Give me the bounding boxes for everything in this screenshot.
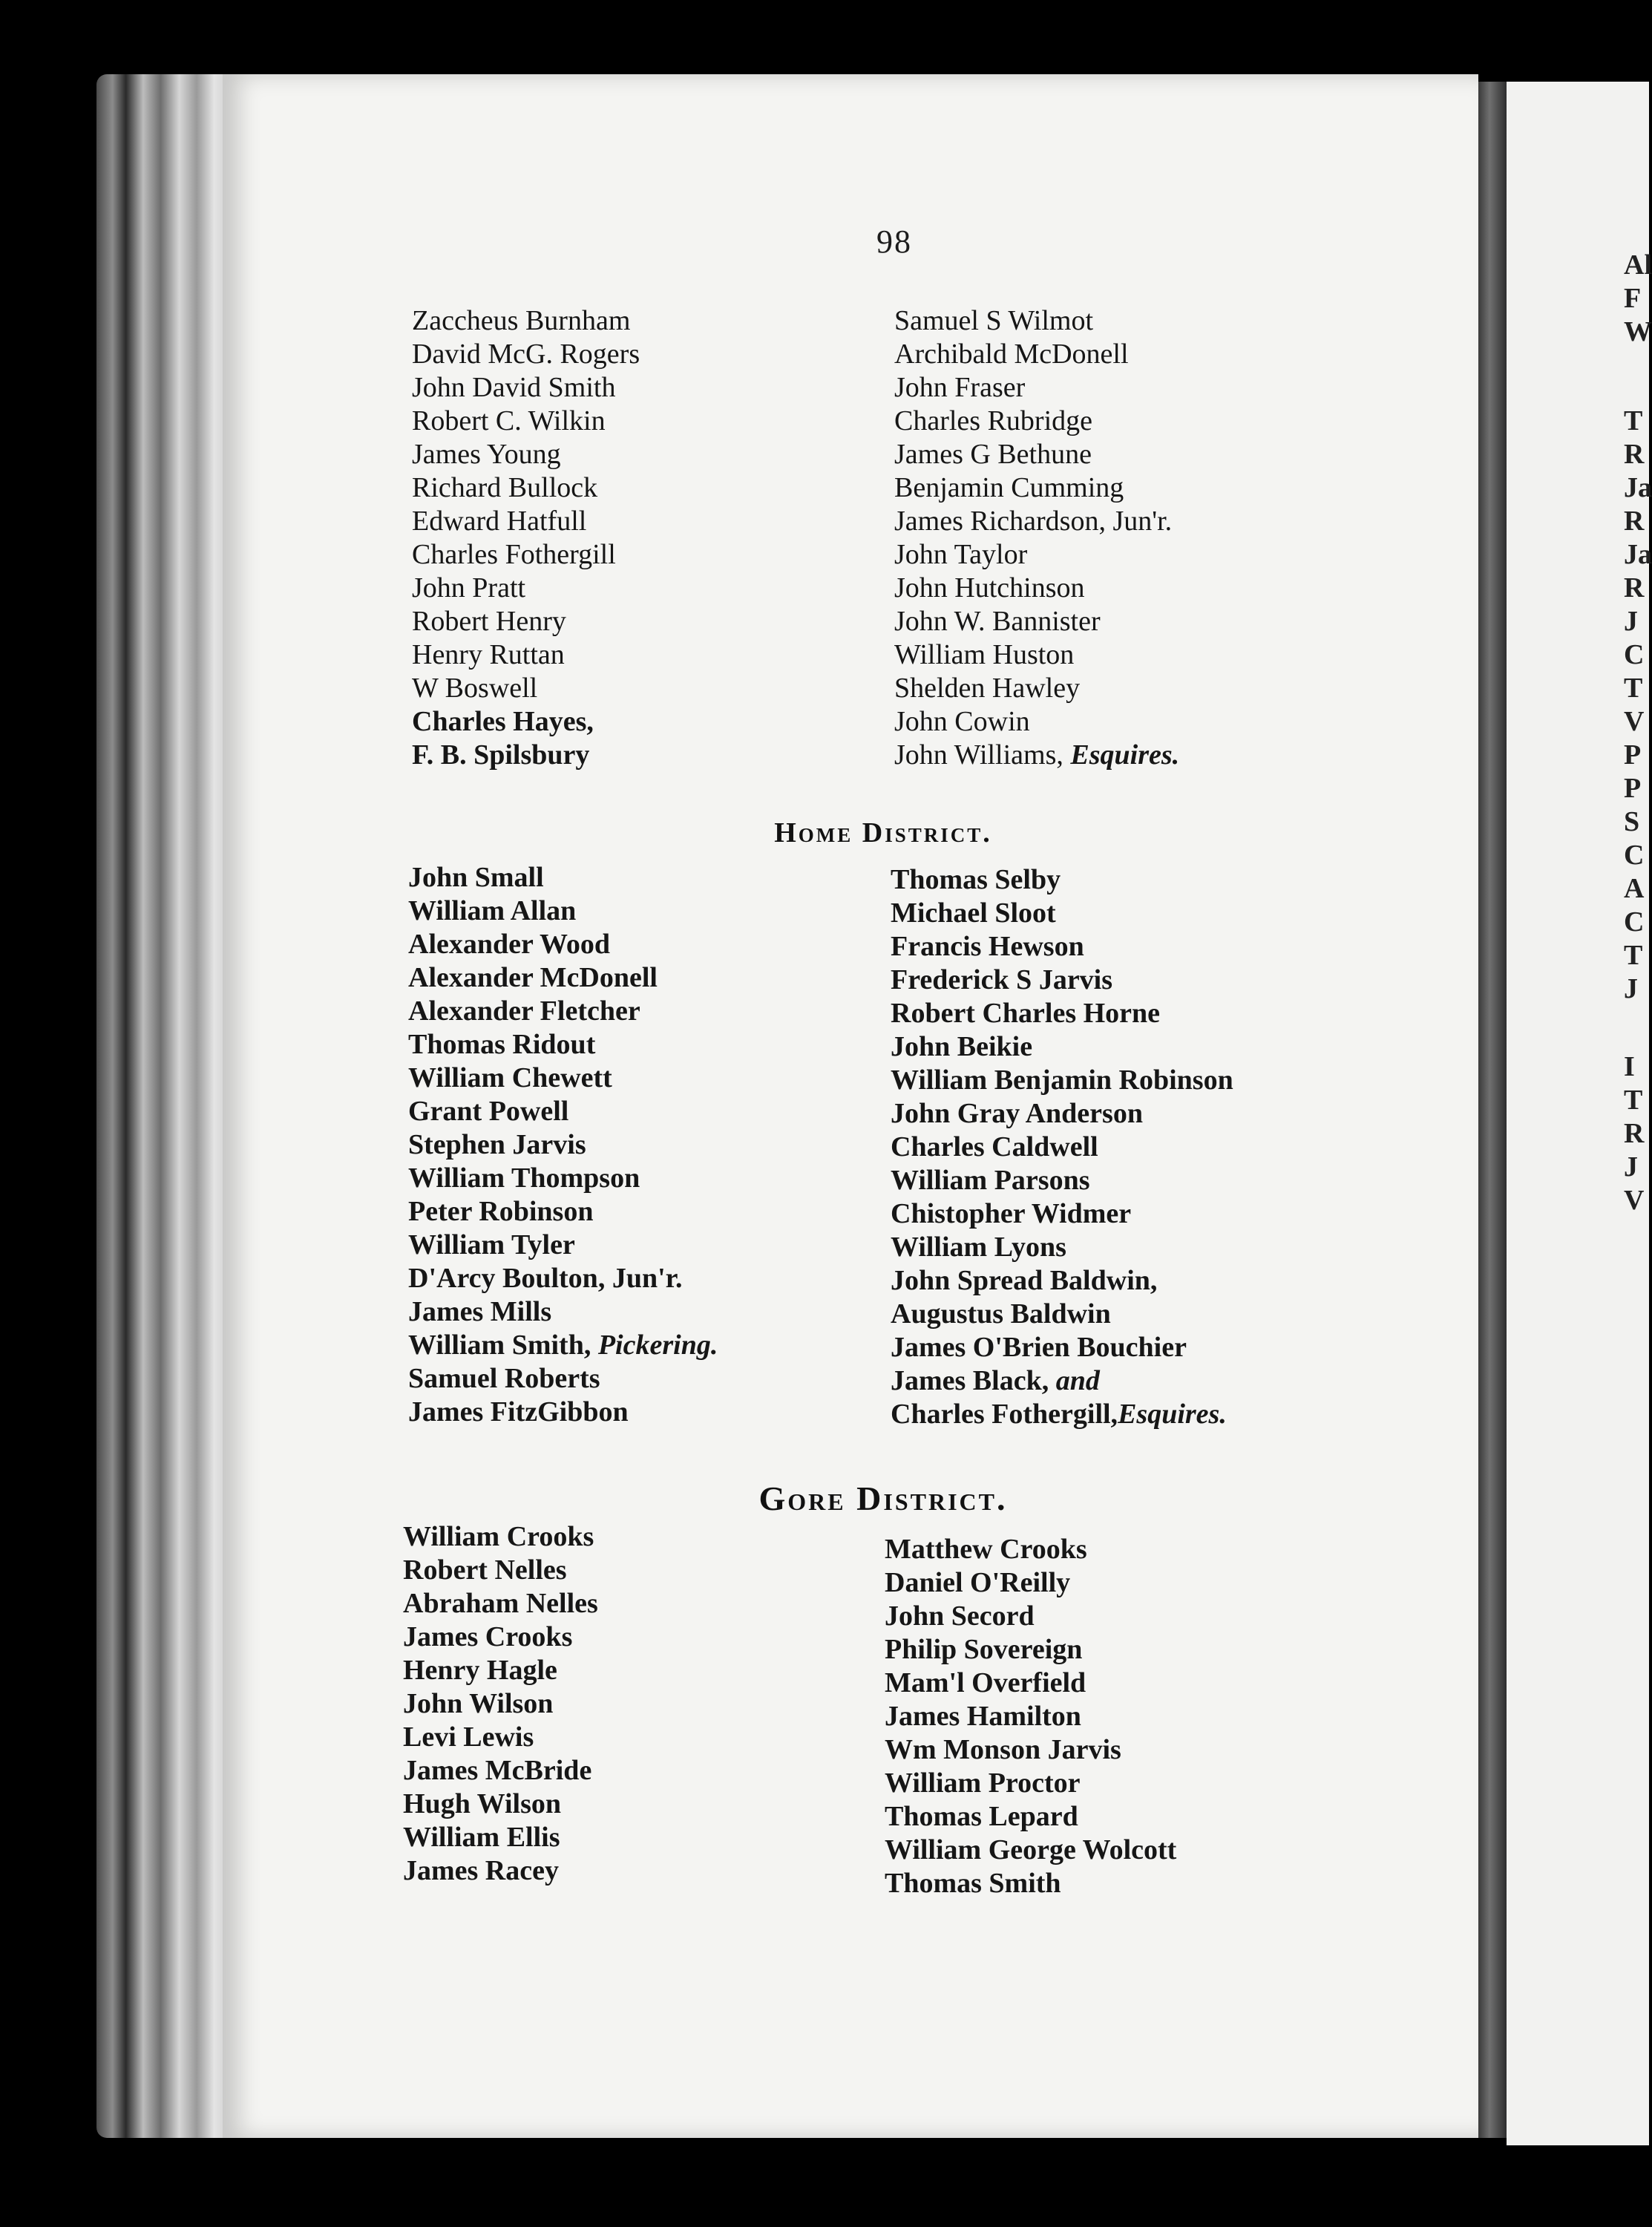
fragment: V: [1624, 1185, 1645, 1216]
home-district-heading: Home District.: [774, 817, 992, 848]
gore-right-column: [885, 1533, 1176, 1900]
list-item: D'Arcy Boulton, Jun'r.: [408, 1263, 683, 1294]
continued-left-column: [412, 304, 640, 772]
fragment: V: [1624, 706, 1645, 737]
list-item: William Ellis: [403, 1822, 560, 1853]
fragment: T: [1624, 673, 1643, 704]
name-text: James Black,: [891, 1365, 1049, 1396]
list-item: John Pratt: [412, 572, 526, 604]
list-item: Daniel O'Reilly: [885, 1567, 1071, 1598]
esquires-suffix: Esquires.: [1070, 739, 1180, 771]
fragment: S: [1624, 806, 1640, 837]
fragment: R: [1624, 572, 1645, 604]
list-item: James Richardson, Jun'r.: [894, 506, 1173, 537]
list-item: Grant Powell: [408, 1096, 569, 1127]
list-item: John Beikie: [891, 1031, 1033, 1062]
place-suffix: Pickering.: [597, 1330, 718, 1361]
list-item: Michael Sloot: [891, 897, 1056, 929]
home-right-column: [891, 863, 1233, 1431]
list-item: Frederick S Jarvis: [891, 964, 1113, 995]
list-item: Francis Hewson: [891, 931, 1084, 962]
list-item: James McBride: [403, 1755, 592, 1786]
list-item: Hugh Wilson: [403, 1788, 561, 1819]
list-item: Alexander McDonell: [408, 962, 658, 993]
list-item: James Mills: [408, 1296, 552, 1327]
list-item: John Gray Anderson: [891, 1098, 1143, 1129]
list-item: William Benjamin Robinson: [891, 1065, 1233, 1096]
list-item: William Tyler: [408, 1229, 575, 1260]
list-item: Matthew Crooks: [885, 1534, 1087, 1565]
list-item: Stephen Jarvis: [408, 1129, 586, 1160]
list-item: John W. Bannister: [894, 606, 1101, 637]
name-text: Charles Fothergill,: [891, 1399, 1118, 1430]
fragment: A: [1624, 873, 1645, 904]
list-item: William Parsons: [891, 1165, 1090, 1196]
list-item: James FitzGibbon: [408, 1396, 629, 1428]
fragment: C: [1624, 906, 1645, 938]
list-item: David McG. Rogers: [412, 339, 640, 370]
list-item: Robert C. Wilkin: [412, 405, 606, 436]
list-item: Mam'l Overfield: [885, 1667, 1086, 1698]
list-item: Zaccheus Burnham: [412, 305, 631, 336]
list-item: F. B. Spilsbury: [412, 739, 590, 771]
fragment: T: [1624, 1085, 1643, 1116]
fragment: Ja: [1624, 472, 1652, 503]
list-item: Benjamin Cumming: [894, 472, 1124, 503]
book-gutter: [1478, 82, 1507, 2138]
list-item: Henry Hagle: [403, 1655, 557, 1686]
list-item: Robert Henry: [412, 606, 566, 637]
list-item: William Proctor: [885, 1767, 1081, 1799]
list-item: William Thompson: [408, 1162, 640, 1194]
fragment: W: [1624, 316, 1652, 347]
list-item: William Crooks: [403, 1521, 594, 1552]
list-item: James O'Brien Bouchier: [891, 1332, 1187, 1363]
list-item: Charles Rubridge: [894, 405, 1093, 436]
esquires-suffix: Esquires.: [1118, 1399, 1227, 1430]
name-text: John Williams,: [894, 739, 1063, 771]
list-item: Samuel Roberts: [408, 1363, 600, 1394]
list-item: Charles Caldwell: [891, 1131, 1098, 1162]
list-item: Alexander Wood: [408, 929, 611, 960]
fragment: J: [1624, 606, 1638, 637]
fragment: Ja: [1624, 539, 1652, 570]
list-item: Alexander Fletcher: [408, 995, 640, 1027]
list-item: Chistopher Widmer: [891, 1198, 1132, 1229]
list-item: Samuel S Wilmot: [894, 305, 1094, 336]
fragment: P: [1624, 739, 1642, 771]
continued-right-column: [894, 304, 1179, 772]
list-item: William George Wolcott: [885, 1834, 1177, 1865]
list-item: Augustus Baldwin: [891, 1298, 1111, 1330]
list-item: Edward Hatfull: [412, 506, 587, 537]
list-item: William Chewett: [408, 1062, 612, 1093]
list-item: Richard Bullock: [412, 472, 598, 503]
list-item: John Small: [408, 862, 544, 893]
list-item: Archibald McDonell: [894, 339, 1129, 370]
fragment: I: [1624, 1051, 1635, 1082]
fragment: J: [1624, 1151, 1638, 1183]
list-item-last: [894, 739, 1179, 772]
page-number: 98: [876, 223, 912, 260]
fragment: R: [1624, 439, 1645, 470]
list-item: Shelden Hawley: [894, 673, 1081, 704]
list-item: Robert Nelles: [403, 1554, 567, 1586]
gore-left-column: [403, 1520, 598, 1888]
list-item: John David Smith: [412, 372, 616, 403]
list-item: Charles Fothergill: [412, 539, 616, 570]
list-item: John Cowin: [894, 706, 1030, 737]
list-item: John Wilson: [403, 1688, 554, 1719]
fragment: P: [1624, 773, 1642, 804]
list-item-last: [891, 1398, 1233, 1431]
list-item: Levi Lewis: [403, 1721, 534, 1753]
list-item: William Allan: [408, 895, 577, 926]
list-item: James G Bethune: [894, 439, 1092, 470]
fragment: Al: [1624, 249, 1652, 281]
fragment: R: [1624, 1118, 1645, 1149]
list-item: John Secord: [885, 1600, 1035, 1632]
list-item: Abraham Nelles: [403, 1588, 598, 1619]
list-item: Wm Monson Jarvis: [885, 1734, 1121, 1765]
fragment: T: [1624, 940, 1643, 971]
list-item: William Lyons: [891, 1232, 1066, 1263]
name-text: William Smith,: [408, 1330, 591, 1361]
facing-page-middle-fragments: [1624, 405, 1652, 1006]
list-item: Thomas Ridout: [408, 1029, 596, 1060]
gore-district-heading: Gore District.: [758, 1479, 1008, 1517]
list-item: James Young: [412, 439, 561, 470]
facing-page-bottom-fragments: [1624, 1050, 1644, 1217]
list-item: James Crooks: [403, 1621, 573, 1652]
list-item-with-and: [891, 1364, 1233, 1398]
list-item-with-place: [408, 1329, 718, 1362]
list-item: John Hutchinson: [894, 572, 1085, 604]
list-item: James Hamilton: [885, 1701, 1081, 1732]
and-word: and: [1055, 1365, 1100, 1396]
fragment: R: [1624, 506, 1645, 537]
fragment: J: [1624, 973, 1638, 1004]
list-item: Philip Sovereign: [885, 1634, 1083, 1665]
fragment: F: [1624, 283, 1642, 314]
list-item: W Boswell: [412, 673, 538, 704]
list-item: Charles Hayes,: [412, 706, 594, 737]
list-item: John Fraser: [894, 372, 1026, 403]
list-item: James Racey: [403, 1855, 559, 1886]
list-item: John Spread Baldwin,: [891, 1265, 1158, 1296]
list-item: Thomas Selby: [891, 864, 1061, 895]
fragment: T: [1624, 405, 1643, 436]
home-left-column: [408, 861, 718, 1429]
list-item: Robert Charles Horne: [891, 998, 1161, 1029]
list-item: John Taylor: [894, 539, 1028, 570]
list-item: Thomas Smith: [885, 1868, 1061, 1899]
list-item: Peter Robinson: [408, 1196, 594, 1227]
list-item: Henry Ruttan: [412, 639, 565, 670]
page-stack-edge: [96, 74, 230, 2138]
facing-page-top-fragments: [1624, 249, 1652, 349]
fragment: C: [1624, 639, 1645, 670]
list-item: Thomas Lepard: [885, 1801, 1078, 1832]
list-item: William Huston: [894, 639, 1075, 670]
fragment: C: [1624, 840, 1645, 871]
